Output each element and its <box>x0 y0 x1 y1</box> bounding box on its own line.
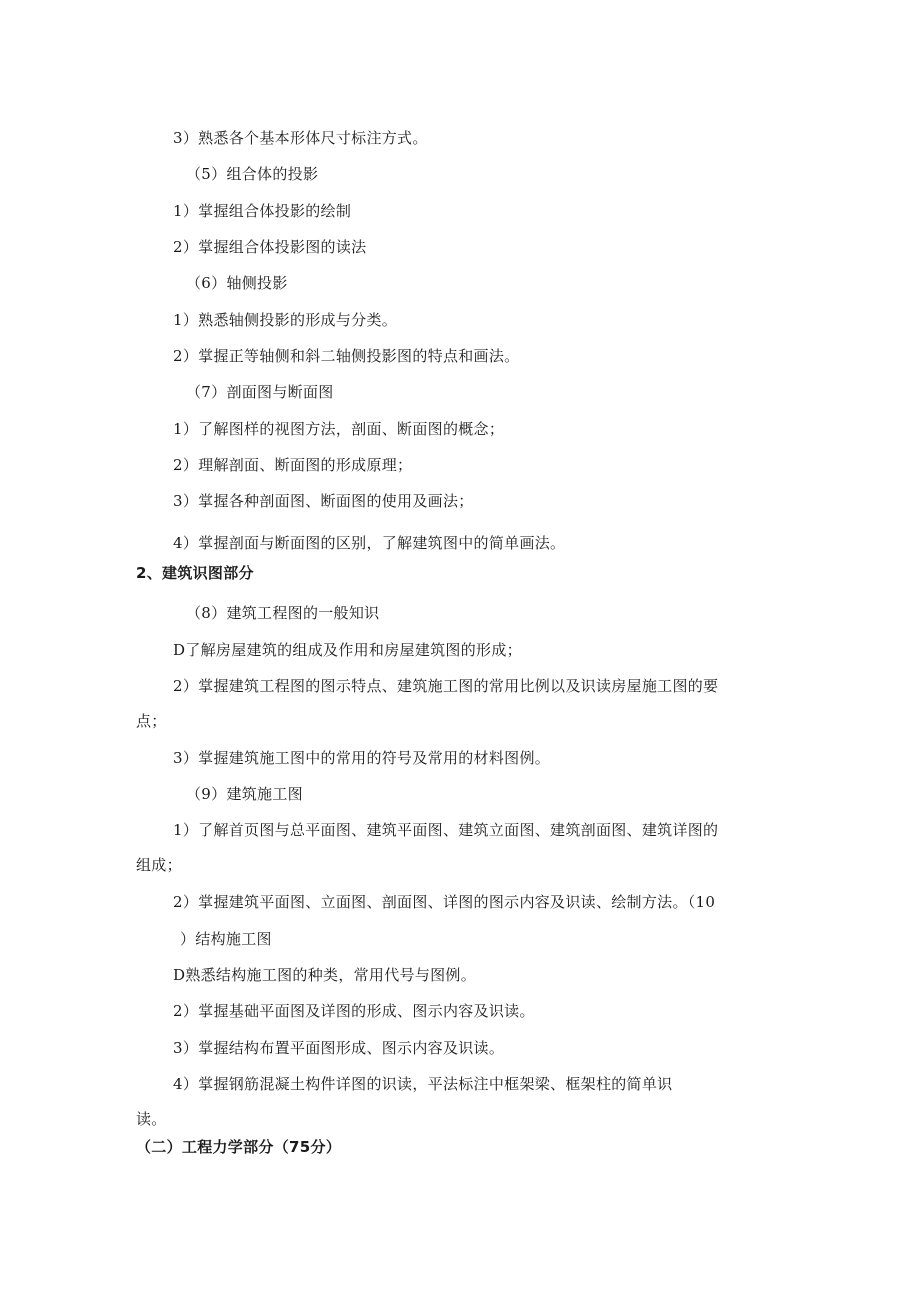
part-heading-mechanics: （二）工程力学部分（75分） <box>136 1138 342 1156</box>
list-item-2-foundation: 2）掌握基础平面图及详图的形成、图示内容及识读。 <box>173 1002 535 1020</box>
section-heading-6: （6）轴侧投影 <box>186 274 288 292</box>
list-item-4-section: 4）掌握剖面与断面图的区别，了解建筑图中的简单画法。 <box>173 534 566 552</box>
section-heading-9: （9）建筑施工图 <box>186 785 303 803</box>
list-item-3-section: 3）掌握各种剖面图、断面图的使用及画法； <box>173 492 474 510</box>
list-item-4-rebar: 4）掌握钢筋混凝土构件详图的识读，平法标注中框架梁、框架柱的简单识 <box>173 1075 673 1093</box>
list-item-1-axonometric: 1）熟悉轴侧投影的形成与分类。 <box>173 311 398 329</box>
list-item-2-section: 2）理解剖面、断面图的形成原理； <box>173 456 413 474</box>
section-heading-8: （8）建筑工程图的一般知识 <box>186 604 380 622</box>
list-item-2-construction: 2）掌握建筑平面图、立面图、剖面图、详图的图示内容及识读、绘制方法。（10 <box>173 893 716 911</box>
continuation-line: 点； <box>136 712 167 730</box>
continuation-line: 组成； <box>136 856 182 874</box>
list-item-2-engineering: 2）掌握建筑工程图的图示特点、建筑施工图的常用比例以及识读房屋施工图的要 <box>173 677 719 695</box>
section-heading-5: （5）组合体的投影 <box>186 165 319 183</box>
continuation-line: 读。 <box>136 1110 167 1128</box>
part-heading-architecture: 2、建筑识图部分 <box>136 564 254 582</box>
section-heading-10: ）结构施工图 <box>180 930 272 948</box>
list-item-1-construction: 1）了解首页图与总平面图、建筑平面图、建筑立面图、建筑剖面图、建筑详图的 <box>173 821 719 839</box>
list-item-d-structure: D熟悉结构施工图的种类，常用代号与图例。 <box>173 966 477 984</box>
list-item-d-house: D了解房屋建筑的组成及作用和房屋建筑图的形成； <box>173 641 522 659</box>
list-item-3-symbols: 3）掌握建筑施工图中的常用的符号及常用的材料图例。 <box>173 749 551 767</box>
list-item-3-dimension: 3）熟悉各个基本形体尺寸标注方式。 <box>173 129 428 147</box>
list-item-2-axonometric: 2）掌握正等轴侧和斜二轴侧投影图的特点和画法。 <box>173 347 520 365</box>
list-item-1-section: 1）了解图样的视图方法，剖面、断面图的概念； <box>173 420 505 438</box>
list-item-3-layout: 3）掌握结构布置平面图形成、图示内容及识读。 <box>173 1039 505 1057</box>
list-item-2-composite: 2）掌握组合体投影图的读法 <box>173 238 367 256</box>
section-heading-7: （7）剖面图与断面图 <box>186 383 334 401</box>
list-item-1-composite: 1）掌握组合体投影的绘制 <box>173 202 352 220</box>
